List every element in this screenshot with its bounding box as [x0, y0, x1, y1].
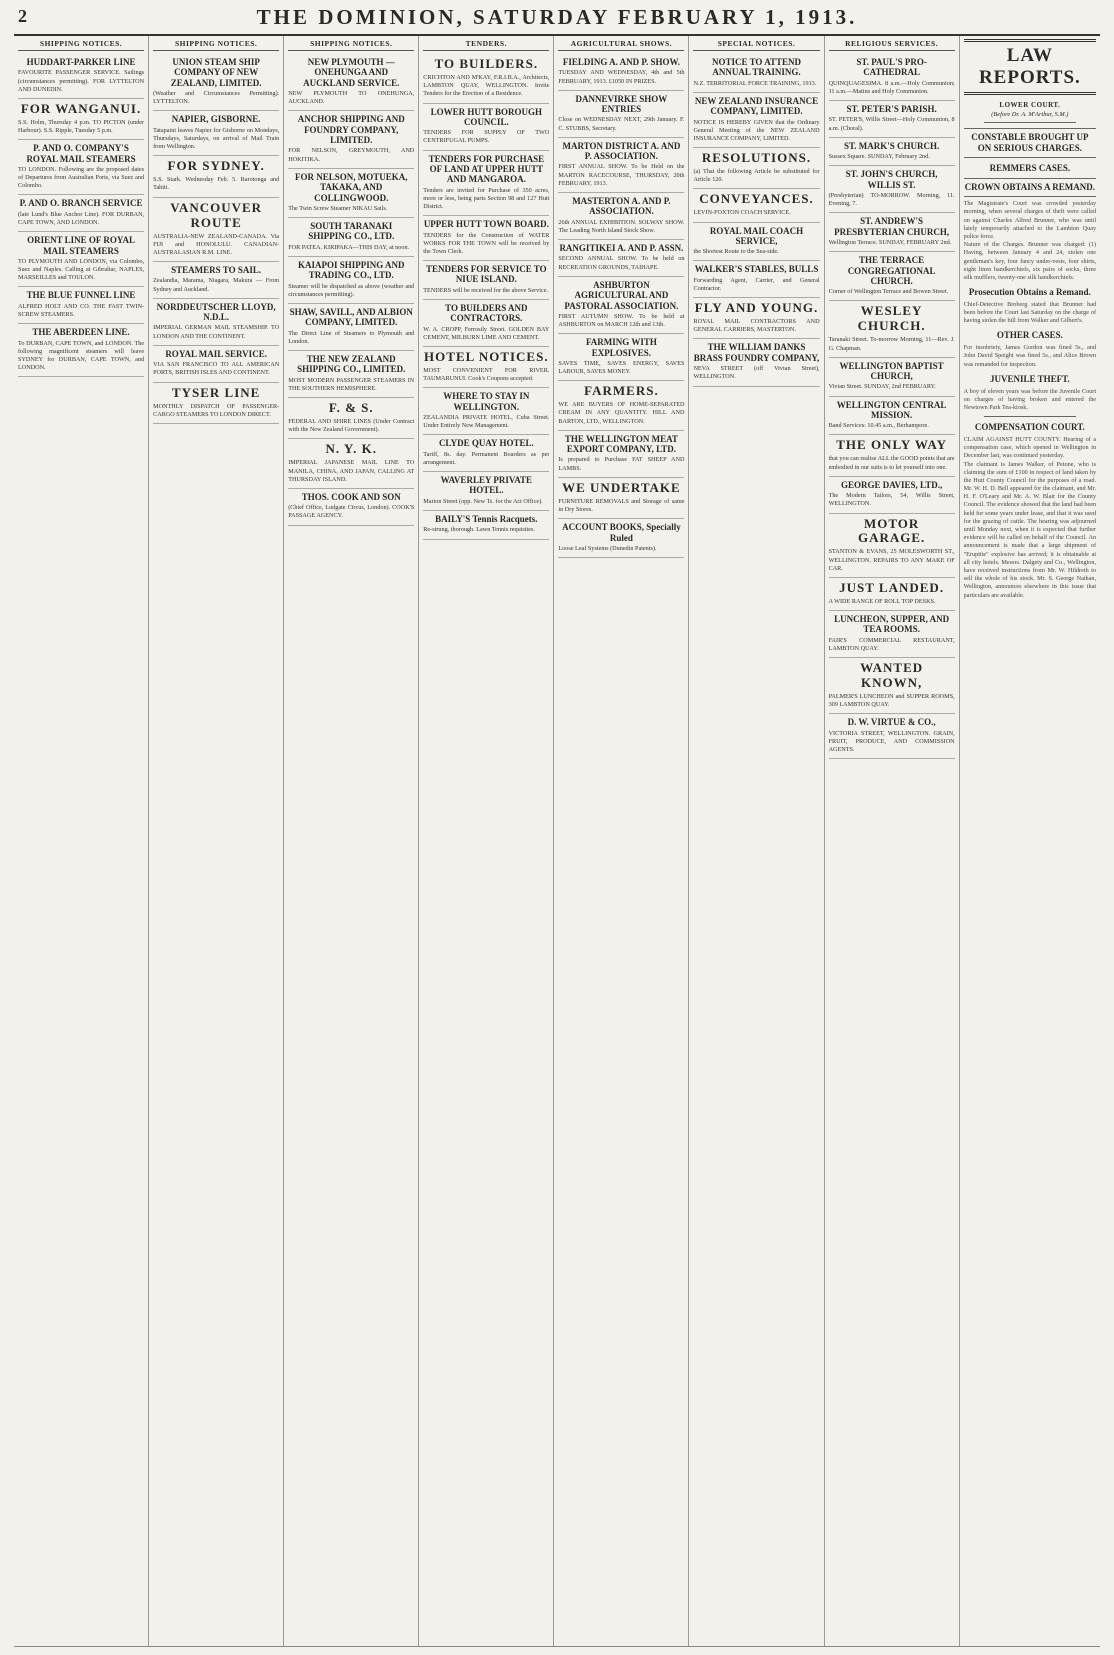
advertisement [18, 99, 144, 140]
case-title-other-cases: OTHER CASES. [996, 330, 1063, 341]
advertisement [558, 54, 684, 91]
advertisement-body: Sussex Square. SUNDAY, February 2nd. [828, 153, 930, 161]
advertisement-body: TO LONDON. Following are the proposed dates of Departures from Australian Ports, via Suez and Colombo. [18, 165, 145, 190]
advertisement [693, 148, 819, 189]
advertisement-title: WALKER'S STABLES, BULLS [694, 264, 819, 275]
advertisement-title: DANNEVIRKE SHOW ENTRIES [575, 93, 668, 115]
advertisement-title: NAPIER, GISBORNE. [171, 114, 261, 125]
advertisement [153, 262, 279, 299]
magistrate-line: (Before Dr. A. M'Arthur, S.M.) [991, 111, 1069, 118]
case-title-prosecution: Prosecution Obtains a Remand. [968, 287, 1091, 298]
advertisement-title: P. AND O. COMPANY'S ROYAL MAIL STEAMERS [26, 143, 136, 164]
advertisement-title: TENDERS FOR PURCHASE OF LAND AT UPPER HUTT AND MANGAROA. [428, 153, 545, 185]
advertisement [18, 54, 144, 99]
advertisement-title: HOTEL NOTICES. [424, 349, 549, 364]
advertisement [558, 519, 684, 558]
advertisement [423, 151, 549, 217]
advertisement-title: WE UNDERTAKE [562, 479, 681, 495]
advertisement-body: SECOND ANNUAL SHOW. To be held on RECREATION GROUNDS, TAIHAPE. [558, 255, 685, 271]
advertisement [829, 477, 955, 514]
advertisement-title: ST. JOHN'S CHURCH, WILLIS ST. [845, 169, 938, 190]
advertisement [288, 489, 414, 526]
advertisement [829, 166, 955, 213]
advertisement-title: NEW ZEALAND INSURANCE COMPANY, LIMITED. [694, 95, 819, 117]
advertisement [829, 435, 955, 476]
advertisement-title: JUST LANDED. [839, 579, 945, 595]
column-heading: SHIPPING NOTICES. [288, 36, 414, 51]
advertisement-title: NOTICE TO ATTEND ANNUAL TRAINING. [712, 57, 802, 78]
column-heading: RELIGIOUS SERVICES. [829, 36, 955, 51]
advertisement-title: VANCOUVER ROUTE [170, 199, 263, 230]
advertisement [423, 435, 549, 472]
advertisement [18, 140, 144, 195]
advertisement-title: ST. PAUL'S PRO-CATHEDRAL [856, 57, 927, 78]
advertisement-title: ST. MARK'S CHURCH. [843, 140, 940, 151]
advertisement [693, 261, 819, 298]
advertisement-title: RESOLUTIONS. [701, 150, 812, 166]
advertisement [829, 101, 955, 138]
advertisement [153, 156, 279, 197]
advertisement-title: CLYDE QUAY HOTEL. [438, 438, 534, 449]
advertisement-body: W. A. CROPP, Ferrosily Street. GOLDEN BAY CEMENT, MILBURN LIME AND CEMENT. [423, 325, 550, 341]
column-heading: AGRICULTURAL SHOWS. [558, 36, 684, 51]
advertisement-title: P. AND O. BRANCH SERVICE [19, 198, 143, 209]
advertisement [18, 324, 144, 377]
advertisement [693, 54, 819, 93]
advertisement-title: UPPER HUTT TOWN BOARD. [423, 219, 549, 230]
advertisement-title: FOR NELSON, MOTUEKA, TAKAKA, AND COLLINGWOOD. [294, 171, 408, 203]
advertisement [829, 358, 955, 397]
advertisement [829, 54, 955, 101]
advertisement-body: TENDERS will be received for the above Service. [423, 286, 549, 294]
law-reports-heading: LAW REPORTS. [964, 39, 1096, 95]
advertisement-title: TYSER LINE [171, 384, 261, 400]
advertisement-title: TO BUILDERS AND CONTRACTORS. [445, 302, 528, 324]
advertisement-body: (late Lund's Blue Anchor Line). FOR DURBAN, CAPE TOWN, AND LONDON. [18, 210, 145, 226]
column-2 [149, 36, 284, 1646]
advertisement [693, 223, 819, 262]
advertisement [423, 104, 549, 151]
advertisement-body: Is prepared to Purchase FAT SHEEP AND LAMBS. [558, 456, 685, 472]
advertisement-body: FURNITURE REMOVALS and Storage of same in Dry Stores. [558, 497, 685, 513]
advertisement [558, 277, 684, 334]
advertisement-body: IMPERIAL JAPANESE MAIL LINE TO MANILA, CHINA, AND JAPAN, CALLING AT THURSDAY ISLAND. [288, 459, 415, 483]
advertisement [423, 511, 549, 540]
advertisement-body: (Presbyterian) TO-MORROW. Morning, 11. Evening, 7. [828, 192, 955, 208]
advertisement [829, 514, 955, 578]
advertisement-body: QUINQUAGESIMA. 8 a.m.—Holy Communion; 11 a.m.—Matins and Holy Communion. [828, 79, 955, 95]
advertisement-body: ZEALANDIA PRIVATE HOTEL, Cuba Street. Under Entirely New Management. [423, 414, 550, 430]
advertisement-title: D. W. VIRTUE & CO., [847, 717, 936, 728]
advertisement-body: Band Services: 10.45 a.m., Berhampore. [828, 422, 929, 430]
advertisement [153, 198, 279, 262]
advertisement-title: GEORGE DAVIES, LTD., [840, 479, 943, 490]
divider [984, 416, 1076, 417]
advertisement-title: HUDDART-PARKER LINE [26, 57, 136, 67]
advertisement [829, 578, 955, 611]
advertisement [153, 346, 279, 383]
column-heading: SHIPPING NOTICES. [18, 36, 144, 51]
divider [984, 122, 1076, 123]
advertisement-title: ROYAL MAIL SERVICE. [165, 348, 267, 359]
advertisement-body: PALMER'S LUNCHEON and SUPPER ROOMS, 309 LAMBTON QUAY. [828, 693, 955, 709]
case-title-remand: CROWN OBTAINS A REMAND. [964, 178, 1096, 197]
advertisement [423, 388, 549, 435]
law-reports-column [960, 36, 1100, 1646]
advertisement-body: Wellington Terrace. SUNDAY, FEBRUARY 2nd. [828, 239, 952, 247]
advertisement-title: THE WELLINGTON MEAT EXPORT COMPANY, LTD. [564, 433, 678, 455]
advertisement-title: WELLINGTON BAPTIST CHURCH, [839, 360, 944, 382]
advertisement-title: STEAMERS TO SAIL. [171, 265, 262, 276]
advertisement [153, 111, 279, 156]
column-4 [419, 36, 554, 1646]
advertisement [18, 195, 144, 232]
advertisement-body: S.S. Holm, Thursday 4 p.m. TO PICTON (under Harbour). S.S. Ripple, Tuesday 5 p.m. [18, 118, 145, 135]
advertisement [558, 193, 684, 240]
advertisement-body: FEDERAL AND SHIRE LINES (Under Contract with the New Zealand Government). [288, 418, 415, 434]
advertisement-title: THE WILLIAM DANKS BRASS FOUNDRY COMPANY, [693, 342, 820, 363]
column-6 [689, 36, 824, 1646]
advertisement [558, 381, 684, 431]
advertisement-body: Close on WEDNESDAY NEXT, 29th January. F. C. STUBBS, Secretary. [558, 116, 685, 132]
case-body-constable: The Magistrate's Court was crowded yesterday morning, when several charges of theft were called on against Charles Alfred Brunner, who was until lately temporarily attached to the Lambton Quay police force. [963, 200, 1097, 240]
advertisement [693, 339, 819, 386]
advertisement-title: THE TERRACE CONGREGATIONAL CHURCH. [847, 255, 936, 286]
advertisement-title: FIELDING A. AND P. SHOW. [562, 57, 680, 67]
advertisement [558, 478, 684, 519]
advertisement-body: NEVA STREET (off Vivian Street), WELLINGTON. [693, 365, 820, 381]
column-1 [14, 36, 149, 1646]
advertisement-title: WANTED KNOWN, [860, 660, 924, 691]
advertisement-body: Taranaki Street. To-morrow Morning, 11—Rev. J. G. Chapman. [828, 336, 955, 352]
advertisement [18, 232, 144, 287]
advertisement-title: FARMING WITH EXPLOSIVES. [585, 337, 657, 358]
advertisement [153, 54, 279, 111]
advertisement-body: A WIDE RANGE OF ROLL TOP DESKS. [828, 597, 936, 605]
advertisement [558, 91, 684, 138]
advertisement [829, 138, 955, 167]
advertisement-title: ANCHOR SHIPPING AND FOUNDRY COMPANY, LIMITED. [297, 114, 405, 146]
advertisement-title: CONVEYANCES. [699, 191, 814, 207]
advertisement-title: ACCOUNT BOOKS, Specially Ruled [562, 522, 681, 543]
advertisement-body: MOST CONVENIENT FOR RIVER. TAUMARUNUI. Cook's Coupons accepted. [423, 366, 550, 383]
advertisement-body: FIRST ANNUAL SHOW. To be Held on the MARTON RACECOURSE, THURSDAY, 20th FEBRUARY, 1913. [558, 163, 685, 187]
advertisement [423, 216, 549, 261]
advertisement-body: MONTHLY DISPATCH OF PASSENGER-CARGO STEAMERS TO LONDON DIRECT. [153, 402, 280, 418]
advertisement [288, 54, 414, 111]
advertisement-title: SHAW, SAVILL, AND ALBION COMPANY, LIMITED. [289, 306, 413, 328]
advertisement-body: MOST MODERN PASSENGER STEAMERS IN THE SOUTHERN HEMISPHERE. [288, 376, 415, 392]
advertisement [829, 611, 955, 658]
advertisement-body: AUSTRALIA-NEW ZEALAND-CANADA. Via FIJI and HONOLULU. CANADIAN-AUSTRALASIAN R.M. LINE. [153, 232, 280, 256]
advertisement-title: MASTERTON A. AND P. ASSOCIATION. [572, 196, 671, 217]
advertisement-title: WELLINGTON CENTRAL MISSION. [836, 399, 947, 420]
advertisement-body: Tariff, 8s. day. Permanent Boarders as per arrangement. [423, 450, 550, 466]
column-5 [554, 36, 689, 1646]
newspaper-title: THE DOMINION, SATURDAY FEBRUARY 1, 1913. [256, 4, 858, 29]
advertisement [829, 301, 955, 357]
advertisement-title: NORDDEUTSCHER LLOYD, N.D.L. [156, 301, 276, 323]
advertisement-title: ST. ANDREW'S PRESBYTERIAN CHURCH, [834, 216, 950, 237]
advertisement [153, 383, 279, 424]
advertisement-title: RANGITIKEI A. AND P. ASSN. [559, 243, 684, 254]
advertisement [423, 347, 549, 388]
law-filler-text: The claimant is James Walker, of Petone, who is claiming the sum of £100 in respect of land taken by the Hutt County Council for the purposes of a road. Mr. W. H. D. Bell appeared for the claimant, and Mr. H. F. O'Leary and Mr. A. W. Blair for the County Council. The evidence showed that the land had been held for some years under lease, and that it was used for the grazing of cattle. The hearing was adjourned until Monday next, when it is expected that further evidence will be called on behalf of the Council. An announcement is made that a large shipment of "Eruptite" explosive has arrived; it is obtainable at all city hotels. Messrs. Dalgety and Co., Wellington, have received instructions from Mr. W. Hildreth to sell the whole of his stock. Mr. S. George Nathan, Wellington, announces elsewhere in this issue that particulars are available. [963, 460, 1097, 599]
advertisement-body: ROYAL MAIL CONTRACTORS AND GENERAL CARRIERS, MASTERTON. [693, 318, 820, 334]
advertisement-title: THE ABERDEEN LINE. [32, 327, 130, 338]
advertisement-body: The Modern Tailors, 54, Willis Street, WELLINGTON. [828, 492, 955, 508]
advertisement-title: KAIAPOI SHIPPING AND TRADING CO., LTD. [297, 259, 405, 281]
advertisement [558, 138, 684, 193]
advertisement-body: NOTICE IS HEREBY GIVEN that the Ordinary General Meeting of the NEW ZEALAND INSURANCE COMPANY, LIMITED. [693, 118, 820, 142]
advertisement [423, 300, 549, 347]
advertisement-title: LUNCHEON, SUPPER, AND TEA ROOMS. [834, 614, 950, 635]
advertisement [693, 93, 819, 148]
advertisement-body: LEVIN-FOXTON COACH SERVICE. [693, 209, 791, 217]
advertisement [829, 714, 955, 759]
column-7 [825, 36, 960, 1646]
case-title-juvenile: JUVENILE THEFT. [990, 373, 1070, 384]
advertisement-body: TUESDAY AND WEDNESDAY, 4th and 5th FEBRUARY, 1913. £1050 IN PRIZES. [558, 69, 685, 85]
advertisement [693, 298, 819, 339]
advertisement-title: FLY AND YOUNG. [694, 300, 819, 316]
advertisement-title: BAILY'S Tennis Racquets. [435, 513, 538, 524]
advertisement-title: MARTON DISTRICT A. AND P. ASSOCIATION. [562, 140, 681, 162]
advertisement-title: THE NEW ZEALAND SHIPPING CO., LIMITED. [297, 354, 406, 375]
advertisement-title: FARMERS. [584, 383, 659, 399]
advertisement [288, 351, 414, 398]
lower-court-heading: LOWER COURT. [999, 101, 1061, 109]
advertisement-body: that you can realise ALL the GOOD points that are embodied in our suits is to let yourself into one. [828, 455, 955, 471]
advertisement [558, 334, 684, 381]
advertisement-title: NEW PLYMOUTH — ONEHUNGA AND AUCKLAND SERVICE. [303, 57, 400, 88]
advertisement [829, 397, 955, 436]
advertisement [829, 658, 955, 714]
advertisement-title: N. Y. K. [325, 441, 377, 457]
advertisement-title: THE ONLY WAY [836, 437, 947, 453]
advertisement-body: VIA SAN FRANCISCO TO ALL AMERICAN PORTS, BRITISH ISLES AND CONTINENT. [153, 361, 280, 377]
advertisement [829, 213, 955, 252]
advertisement-title: WAVERLEY PRIVATE HOTEL. [440, 475, 533, 496]
advertisement-title: LOWER HUTT BOROUGH COUNCIL. [430, 106, 542, 127]
advertisement-body: VICTORIA STREET, WELLINGTON. GRAIN, FRUIT, PRODUCE, AND COMMISSION AGENTS. [828, 729, 955, 754]
advertisement-body: To DURBAN, CAPE TOWN, and LONDON. The following magnificent steamers will leave SYDNEY for DURBAN, CAPE TOWN, and LONDON. [18, 339, 145, 372]
advertisement [693, 189, 819, 222]
advertisement-body: TO PLYMOUTH AND LONDON, via Colombo, Suez and Naples. Calling at Gibraltar, NAPLES, MARSEILLES and TOULON. [18, 257, 145, 282]
advertisement-body: WE ARE BUYERS OF HOME-SEPARATED CREAM IN ANY QUANTITY. HILL AND BARTON, LTD., WELLINGTON. [558, 401, 685, 425]
advertisement-body: S.S. Stark. Wednesday Feb. 5. Rarotonga and Tahiti. [153, 176, 280, 192]
column-heading: TENDERS. [423, 36, 549, 51]
advertisement [288, 111, 414, 168]
advertisement-title: SOUTH TARANAKI SHIPPING CO., LTD. [308, 221, 395, 242]
case-body-prosecution: Chief-Detective Broberg stated that Brunner had been before the Court last Saturday on the charge of having stolen the bill from Walker and Gilbert's. [963, 300, 1097, 325]
advertisement-body: Loose Leaf Systems (Dunedin Patents). [558, 544, 657, 552]
advertisement-body: FOR NELSON, GREYMOUTH, AND HOKITIKA. [288, 147, 415, 163]
advertisement [423, 54, 549, 104]
advertisement-title: TENDERS FOR SERVICE TO NIUE ISLAND. [426, 264, 547, 285]
advertisement [288, 218, 414, 257]
advertisement-body: Forwarding Agent, Carrier, and General Contractor. [693, 276, 820, 292]
masthead [14, 0, 1100, 36]
column-3 [284, 36, 419, 1646]
case-body-compensation: CLAIM AGAINST HUTT COUNTY. Hearing of a compensation case, which opened in Wellington in December last, was continued yesterday. [963, 435, 1097, 460]
advertisement-title: MOTOR GARAGE. [857, 515, 926, 546]
advertisement-body: N.Z. TERRITORIAL FORCE TRAINING, 1913. [693, 79, 817, 87]
advertisement-title: WESLEY CHURCH. [857, 303, 926, 334]
advertisement-body: IMPERIAL GERMAN MAIL STEAMSHIP. TO LONDON AND THE CONTINENT. [153, 324, 280, 340]
advertisement-body: The Twin Screw Steamer NIKAU Sails. [288, 204, 388, 212]
case-title-constable: CONSTABLE BROUGHT UP ON SERIOUS CHARGES. [964, 128, 1096, 158]
advertisement-body: SAVES TIME, SAVES ENERGY, SAVES LABOUR, SAVES MONEY. [558, 359, 685, 376]
advertisement [558, 431, 684, 478]
advertisement-body: Marion Street (opp. New Ts. for the Act Office). [423, 497, 543, 505]
columns [14, 36, 1100, 1647]
advertisement-title: ORIENT LINE OF ROYAL MAIL STEAMERS [27, 235, 136, 256]
advertisement-title: FOR WANGANUI. [20, 100, 142, 116]
advertisement-body: STANTON & EVANS, 25 MOLESWORTH ST., WELLINGTON. REPAIRS TO ANY MAKE OF CAR. [828, 548, 955, 572]
advertisement-body: ST. PETER'S, Willis Street—Holy Communion, 8 a.m. (Choral). [828, 116, 955, 132]
advertisement [153, 299, 279, 346]
advertisement [423, 261, 549, 300]
advertisement-title: ASHBURTON AGRICULTURAL AND PASTORAL ASSOCIATION. [564, 279, 679, 311]
advertisement-body: (a) That the following Article be substituted for Article 120. [693, 168, 820, 184]
advertisement-body: (Weather and Circumstances Permitting). LYTTELTON. [153, 90, 280, 106]
advertisement-title: ST. PETER'S PARISH. [846, 104, 937, 115]
advertisement-body: The Direct Line of Steamers to Plymouth and London. [288, 329, 415, 345]
advertisement-body: Tenders are invited for Purchase of 350 acres, more or less, being parts Section 98 and 127 Hutt District. [423, 186, 550, 210]
advertisement [558, 240, 684, 277]
advertisement-title: WHERE TO STAY IN WELLINGTON. [443, 391, 530, 412]
case-body-juvenile: A boy of eleven years was before the Juvenile Court on charges of having broken and entered the Newtown Park Tea-kiosk. [963, 387, 1097, 411]
advertisement-body: CRICHTON AND M'KAY, F.R.I.B.A., Architects, LAMBTON QUAY, WELLINGTON. Invite Tenders for the Erection of a Residence. [423, 73, 550, 98]
advertisement-title: ROYAL MAIL COACH SERVICE, [709, 225, 804, 246]
advertisement-body: Tatapaini leaves Napier for Gisborne on Mondays, Thursdays, Saturdays, on arrival of Mail Train from Wellington. [153, 126, 280, 151]
advertisement-title: FOR SYDNEY. [167, 158, 265, 174]
advertisement [288, 439, 414, 489]
advertisement-title: UNION STEAM SHIP COMPANY OF NEW ZEALAND, LIMITED. [170, 57, 262, 88]
case-body-other-cases: For insobriety, James Gordon was fined 5s., and John David Speight was fined 5s., and Alice Brown was remanded for inspection. [963, 344, 1097, 368]
advertisement-body: FAVOURITE PASSENGER SERVICE. Sailings (circumstances permitting). FOR LYTTELTON AND DUNEDIN. [18, 69, 145, 93]
advertisement [288, 169, 414, 218]
advertisement [288, 257, 414, 304]
advertisement-body: Corner of Wellington Terrace and Bowen Street. [828, 288, 949, 296]
advertisement-title: THOS. COOK AND SON [301, 491, 401, 502]
advertisement-body: the Shortest Route to the Sea-side. [693, 248, 779, 256]
advertisement-body: Steamer will be dispatched as above (weather and circumstances permitting). [288, 282, 415, 298]
case-body-charges: Nature of the Charges. Brunner was charged: (1) Having, between January 4 and 24, stolen one gentleman's key, four fancy under-vests, four shirts, eight linen handkerchiefs, six pairs of socks, three silk mufflers, twenty-one silk handkerchiefs. [963, 241, 1097, 281]
case-title-remmers: REMMERS CASES. [989, 162, 1071, 173]
page-number: 2 [18, 6, 27, 26]
column-heading: SHIPPING NOTICES. [153, 36, 279, 51]
advertisement-title: THE BLUE FUNNEL LINE [26, 290, 136, 301]
advertisement-body: Vivian Street. SUNDAY, 2nd FEBRUARY. [828, 383, 936, 391]
advertisement [829, 252, 955, 301]
case-title-compensation: COMPENSATION COURT. [974, 422, 1085, 433]
advertisement-body: TENDERS for the Construction of WATER WORKS FOR THE TOWN will be received by the Town Clerk. [423, 231, 550, 255]
advertisement [288, 398, 414, 439]
advertisement-title: F. & S. [328, 400, 374, 416]
advertisement-body: FIRST AUTUMN SHOW. To be held at ASHBURTON on MARCH 12th and 13th. [558, 312, 685, 329]
advertisement-body: TENDERS FOR SUPPLY OF TWO CENTRIFUGAL PUMPS. [423, 129, 550, 145]
advertisement-body: Zealandia, Marama, Niagara, Makura — From Sydney and Auckland. [153, 277, 280, 293]
advertisement-body: NEW PLYMOUTH TO ONEHUNGA, AUCKLAND. [288, 90, 415, 106]
advertisement-title: TO BUILDERS. [434, 56, 539, 71]
advertisement-body: Re-strung, thorough. Lawn Tennis requisites. [423, 526, 535, 534]
advertisement-body: (Chief Office, Ludgate Circus, London). COOK'S PASSAGE AGENCY. [288, 504, 415, 520]
advertisement-body: FOR PATEA. KIRIPAKA—THIS DAY, at noon. [288, 243, 410, 251]
advertisement [423, 472, 549, 511]
advertisement [18, 287, 144, 324]
advertisement-body: ALFRED HOLT AND CO. THE FAST TWIN-SCREW STEAMERS. [18, 302, 145, 318]
column-heading: SPECIAL NOTICES. [693, 36, 819, 51]
advertisement-body: 26th ANNUAL EXHIBITION. SOLWAY SHOW. The Leading North Island Stock Show. [558, 218, 685, 234]
advertisement [288, 304, 414, 351]
advertisement-body: FAIR'S COMMERCIAL RESTAURANT, LAMBTON QUAY. [828, 636, 955, 652]
